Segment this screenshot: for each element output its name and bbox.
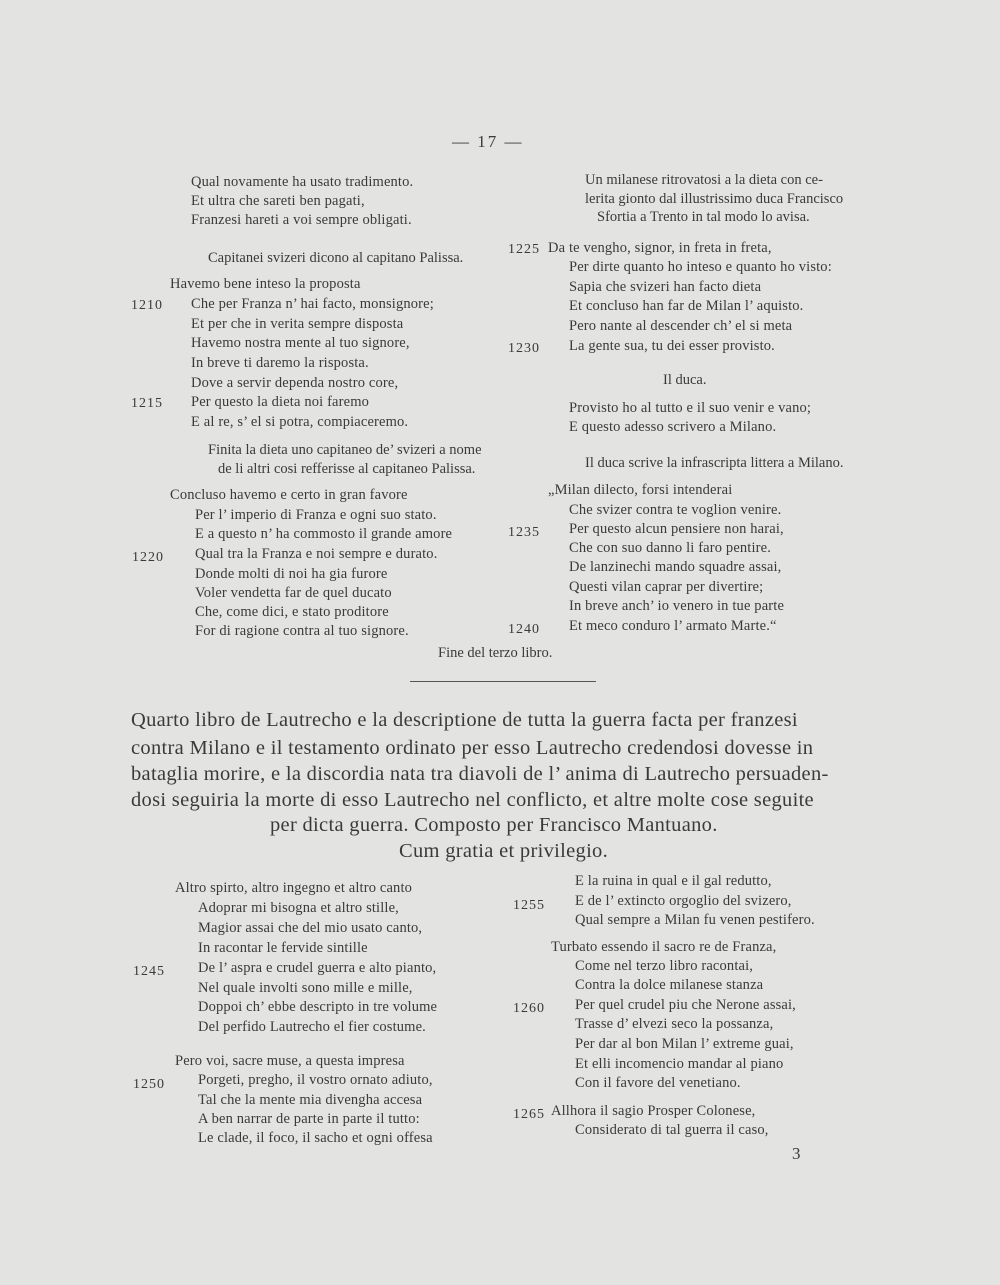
- verse-line: Turbato essendo il sacro re de Franza,: [551, 939, 777, 955]
- verse-line: La gente sua, tu dei esser provisto.: [569, 338, 775, 354]
- verse-line: Che con suo danno li faro pentire.: [569, 540, 772, 556]
- line-number: 1210: [131, 298, 163, 313]
- verse-line: E al re, s’ el si potra, compiaceremo.: [191, 414, 409, 430]
- verse-line: Voler vendetta far de quel ducato: [195, 585, 392, 601]
- verse-line: Et elli incomencio mandar al piano: [575, 1056, 784, 1072]
- verse-line: Doppoi ch’ ebbe descripto in tre volume: [198, 999, 438, 1015]
- line-number: 1230: [508, 341, 540, 356]
- privilege-line: Cum gratia et privilegio.: [399, 840, 609, 862]
- verse-line: Nel quale involti sono mille e mille,: [198, 980, 413, 996]
- verse-line: Magior assai che del mio usato canto,: [198, 920, 423, 936]
- verse-line: Per dirte quanto ho inteso e quanto ho visto:: [569, 259, 832, 275]
- verse-line: Porgeti, pregho, il vostro ornato adiuto,: [198, 1072, 433, 1088]
- verse-line: For di ragione contra al tuo signore.: [195, 623, 409, 639]
- section-heading: lerita gionto dal illustrissimo duca Francisco: [585, 191, 844, 207]
- line-number: 1260: [513, 1001, 545, 1016]
- verse-line: Altro spirto, altro ingegno et altro canto: [175, 880, 413, 896]
- verse-line: Havemo nostra mente al tuo signore,: [191, 335, 410, 351]
- verse-line: In breve anch’ io venero in tue parte: [569, 598, 785, 614]
- verse-line: E a questo n’ ha commosto il grande amore: [195, 526, 453, 542]
- verse-line: E la ruina in qual e il gal redutto,: [575, 873, 772, 889]
- verse-line: Qual tra la Franza e noi sempre e durato.: [195, 546, 438, 562]
- verse-line: Havemo bene inteso la proposta: [170, 276, 361, 292]
- line-number: 1255: [513, 898, 545, 913]
- verse-line: Et concluso han far de Milan l’ aquisto.: [569, 298, 804, 314]
- verse-line: Considerato di tal guerra il caso,: [575, 1122, 769, 1138]
- verse-line: Franzesi hareti a voi sempre obligati.: [191, 212, 412, 228]
- end-note: Fine del terzo libro.: [438, 645, 553, 661]
- verse-line: Questi vilan caprar per divertire;: [569, 579, 764, 595]
- verse-line: E de l’ extincto orgoglio del svizero,: [575, 893, 792, 909]
- book-title-line: bataglia morire, e la discordia nata tra diavoli de l’ anima di Lautrecho persuaden-: [131, 763, 829, 785]
- line-number: 1215: [131, 396, 163, 411]
- verse-line: Dove a servir dependa nostro core,: [191, 375, 399, 391]
- section-heading: Sfortia a Trento in tal modo lo avisa.: [597, 209, 810, 225]
- verse-line: Et meco conduro l’ armato Marte.“: [569, 618, 777, 634]
- verse-line: Qual novamente ha usato tradimento.: [191, 174, 414, 190]
- verse-line: Et per che in verita sempre disposta: [191, 316, 404, 332]
- verse-line: In breve ti daremo la risposta.: [191, 355, 369, 371]
- verse-line: Che, come dici, e stato proditore: [195, 604, 389, 620]
- verse-line: De l’ aspra e crudel guerra e alto pianto,: [198, 960, 437, 976]
- verse-line: Pero voi, sacre muse, a questa impresa: [175, 1053, 405, 1069]
- verse-line: Per quel crudel piu che Nerone assai,: [575, 997, 796, 1013]
- verse-line: Et ultra che sareti ben pagati,: [191, 193, 365, 209]
- book-title-line: dosi seguiria la morte di esso Lautrecho nel conflicto, et altre molte cose seguite: [131, 789, 814, 811]
- signature-mark: 3: [792, 1144, 803, 1163]
- verse-line: Donde molti di noi ha gia furore: [195, 566, 388, 582]
- verse-line: De lanzinechi mando squadre assai,: [569, 559, 782, 575]
- divider: [410, 681, 596, 682]
- verse-line: „Milan dilecto, forsi intenderai: [548, 482, 733, 498]
- verse-line: Sapia che svizeri han facto dieta: [569, 279, 762, 295]
- verse-line: Qual sempre a Milan fu venen pestifero.: [575, 912, 815, 928]
- verse-line: Per questo alcun pensiere non harai,: [569, 521, 784, 537]
- verse-line: Adoprar mi bisogna et altro stille,: [198, 900, 399, 916]
- section-heading: de li altri cosi refferisse al capitaneo Palissa.: [218, 461, 476, 477]
- book-title-line: per dicta guerra. Composto per Francisco Mantuano.: [270, 814, 718, 836]
- verse-line: Le clade, il foco, il sacho et ogni offesa: [198, 1130, 433, 1146]
- verse-line: Provisto ho al tutto e il suo venir e vano;: [569, 400, 812, 416]
- page-number: — 17 —: [452, 132, 524, 151]
- verse-line: Allhora il sagio Prosper Colonese,: [551, 1103, 756, 1119]
- verse-line: Che per Franza n’ hai facto, monsignore;: [191, 296, 434, 312]
- line-number: 1250: [133, 1077, 165, 1092]
- section-heading: Il duca scrive la infrascripta littera a Milano.: [585, 455, 844, 471]
- book-title-line: contra Milano e il testamento ordinato per esso Lautrecho credendosi dovesse in: [131, 737, 814, 759]
- verse-line: Tal che la mente mia divengha accesa: [198, 1092, 423, 1108]
- book-title-line: Quarto libro de Lautrecho e la descriptione de tutta la guerra facta per franzesi: [131, 709, 798, 731]
- line-number: 1240: [508, 622, 540, 637]
- verse-line: Come nel terzo libro racontai,: [575, 958, 754, 974]
- verse-line: Da te vengho, signor, in freta in freta,: [548, 240, 772, 256]
- line-number: 1220: [132, 550, 164, 565]
- verse-line: Con il favore del venetiano.: [575, 1075, 741, 1091]
- verse-line: Trasse d’ elvezi seco la possanza,: [575, 1016, 774, 1032]
- line-number: 1235: [508, 525, 540, 540]
- section-heading: Il duca.: [663, 372, 707, 388]
- section-heading: Un milanese ritrovatosi a la dieta con ce-: [585, 172, 823, 188]
- verse-line: Pero nante al descender ch’ el si meta: [569, 318, 793, 334]
- section-heading: Finita la dieta uno capitaneo de’ svizeri a nome: [208, 442, 482, 458]
- line-number: 1265: [513, 1107, 545, 1122]
- verse-line: A ben narrar de parte in parte il tutto:: [198, 1111, 420, 1127]
- verse-line: E questo adesso scrivero a Milano.: [569, 419, 777, 435]
- verse-line: Per questo la dieta noi faremo: [191, 394, 370, 410]
- verse-line: In racontar le fervide sintille: [198, 940, 368, 956]
- verse-line: Concluso havemo e certo in gran favore: [170, 487, 408, 503]
- verse-line: Per l’ imperio di Franza e ogni suo stato.: [195, 507, 437, 523]
- section-heading: Capitanei svizeri dicono al capitano Palissa.: [208, 250, 464, 266]
- line-number: 1225: [508, 242, 540, 257]
- verse-line: Per dar al bon Milan l’ extreme guai,: [575, 1036, 794, 1052]
- line-number: 1245: [133, 964, 165, 979]
- verse-line: Del perfido Lautrecho el fier costume.: [198, 1019, 426, 1035]
- verse-line: Contra la dolce milanese stanza: [575, 977, 764, 993]
- verse-line: Che svizer contra te voglion venire.: [569, 502, 782, 518]
